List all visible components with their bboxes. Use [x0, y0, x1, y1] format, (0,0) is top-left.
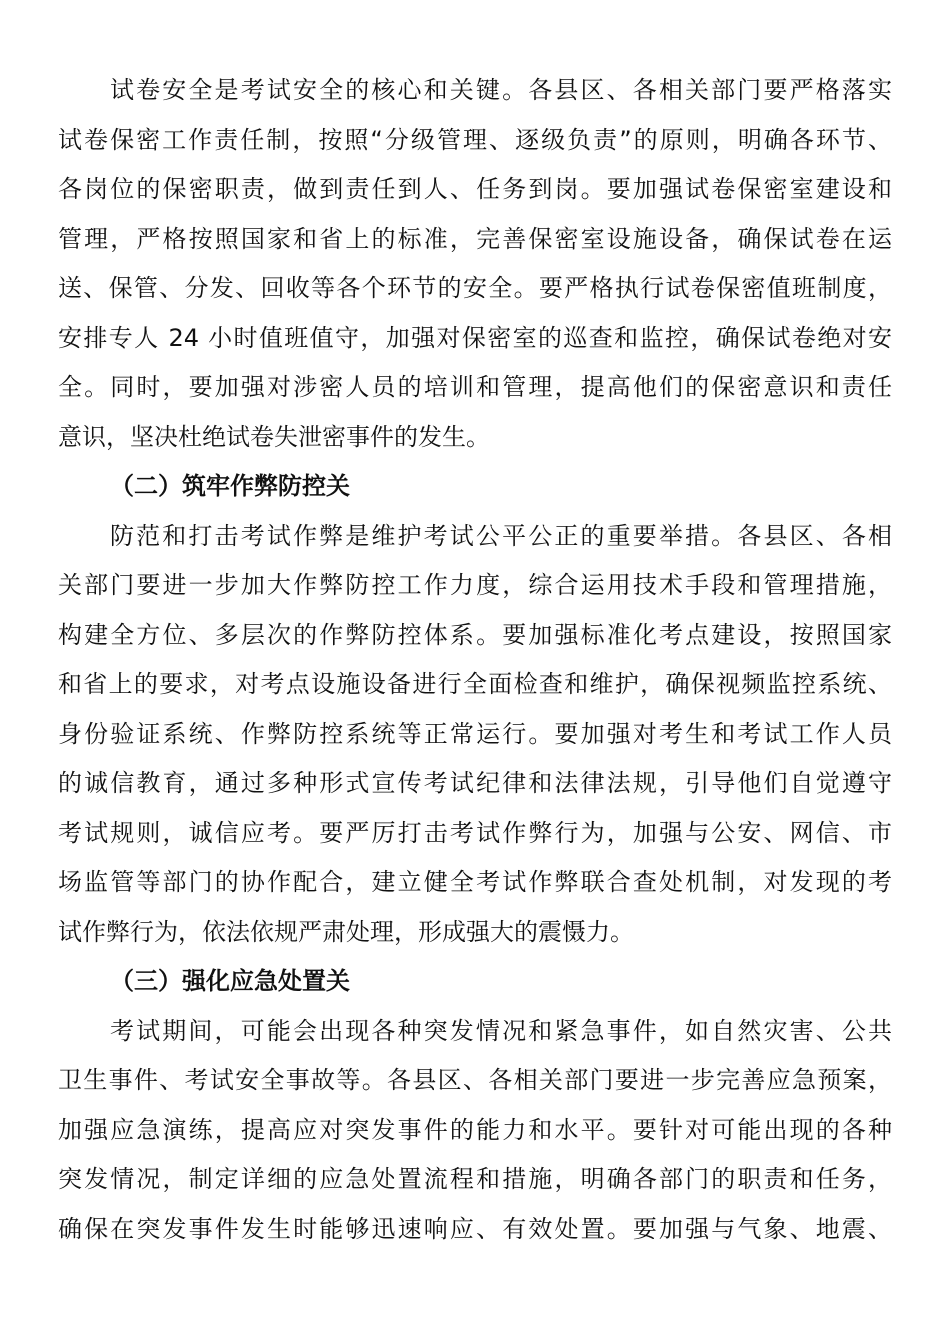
paragraph-3-line-2: 卫生事件、考试安全事故等。各县区、各相关部门要进一步完善应急预案，	[58, 1066, 892, 1094]
section-heading-3: （三）强化应急处置关	[110, 967, 350, 995]
paragraph-1-line-7: 全。同时，要加强对涉密人员的培训和管理，提高他们的保密意识和责任	[58, 373, 892, 401]
paragraph-2-line-8: 场监管等部门的协作配合，建立健全考试作弊联合查处机制，对发现的考	[58, 868, 892, 896]
paragraph-1-line-1: 试卷安全是考试安全的核心和关键。各县区、各相关部门要严格落实	[110, 76, 892, 104]
paragraph-2-line-6: 的诚信教育，通过多种形式宣传考试纪律和法律法规，引导他们自觉遵守	[58, 769, 892, 797]
paragraph-3-line-3: 加强应急演练，提高应对突发事件的能力和水平。要针对可能出现的各种	[58, 1116, 892, 1144]
paragraph-2-line-2: 关部门要进一步加大作弊防控工作力度，综合运用技术手段和管理措施，	[58, 571, 892, 599]
paragraph-3-line-4: 突发情况，制定详细的应急处置流程和措施，明确各部门的职责和任务，	[58, 1165, 892, 1193]
paragraph-1-line-4: 管理，严格按照国家和省上的标准，完善保密室设施设备，确保试卷在运	[58, 225, 892, 253]
paragraph-1-line-5: 送、保管、分发、回收等各个环节的安全。要严格执行试卷保密值班制度，	[58, 274, 892, 302]
paragraph-3-line-5: 确保在突发事件发生时能够迅速响应、有效处置。要加强与气象、地震、	[58, 1215, 892, 1243]
paragraph-2-line-1: 防范和打击考试作弊是维护考试公平公正的重要举措。各县区、各相	[110, 522, 892, 550]
paragraph-2-line-9: 试作弊行为，依法依规严肃处理，形成强大的震慑力。	[58, 918, 634, 946]
paragraph-2-line-3: 构建全方位、多层次的作弊防控体系。要加强标准化考点建设，按照国家	[58, 621, 892, 649]
paragraph-2-line-4: 和省上的要求，对考点设施设备进行全面检查和维护，确保视频监控系统、	[58, 670, 892, 698]
paragraph-3-line-1: 考试期间，可能会出现各种突发情况和紧急事件，如自然灾害、公共	[110, 1017, 892, 1045]
paragraph-2-line-7: 考试规则，诚信应考。要严厉打击考试作弊行为，加强与公安、网信、市	[58, 819, 892, 847]
paragraph-1-line-3: 各岗位的保密职责，做到责任到人、任务到岗。要加强试卷保密室建设和	[58, 175, 892, 203]
paragraph-1-line-6: 安排专人 24 小时值班值守，加强对保密室的巡查和监控，确保试卷绝对安	[58, 324, 892, 352]
section-heading-2: （二）筑牢作弊防控关	[110, 472, 350, 500]
paragraph-1-line-8: 意识，坚决杜绝试卷失泄密事件的发生。	[58, 423, 490, 451]
paragraph-2-line-5: 身份验证系统、作弊防控系统等正常运行。要加强对考生和考试工作人员	[58, 720, 892, 748]
paragraph-1-line-2: 试卷保密工作责任制，按照“分级管理、逐级负责”的原则，明确各环节、	[58, 126, 892, 154]
